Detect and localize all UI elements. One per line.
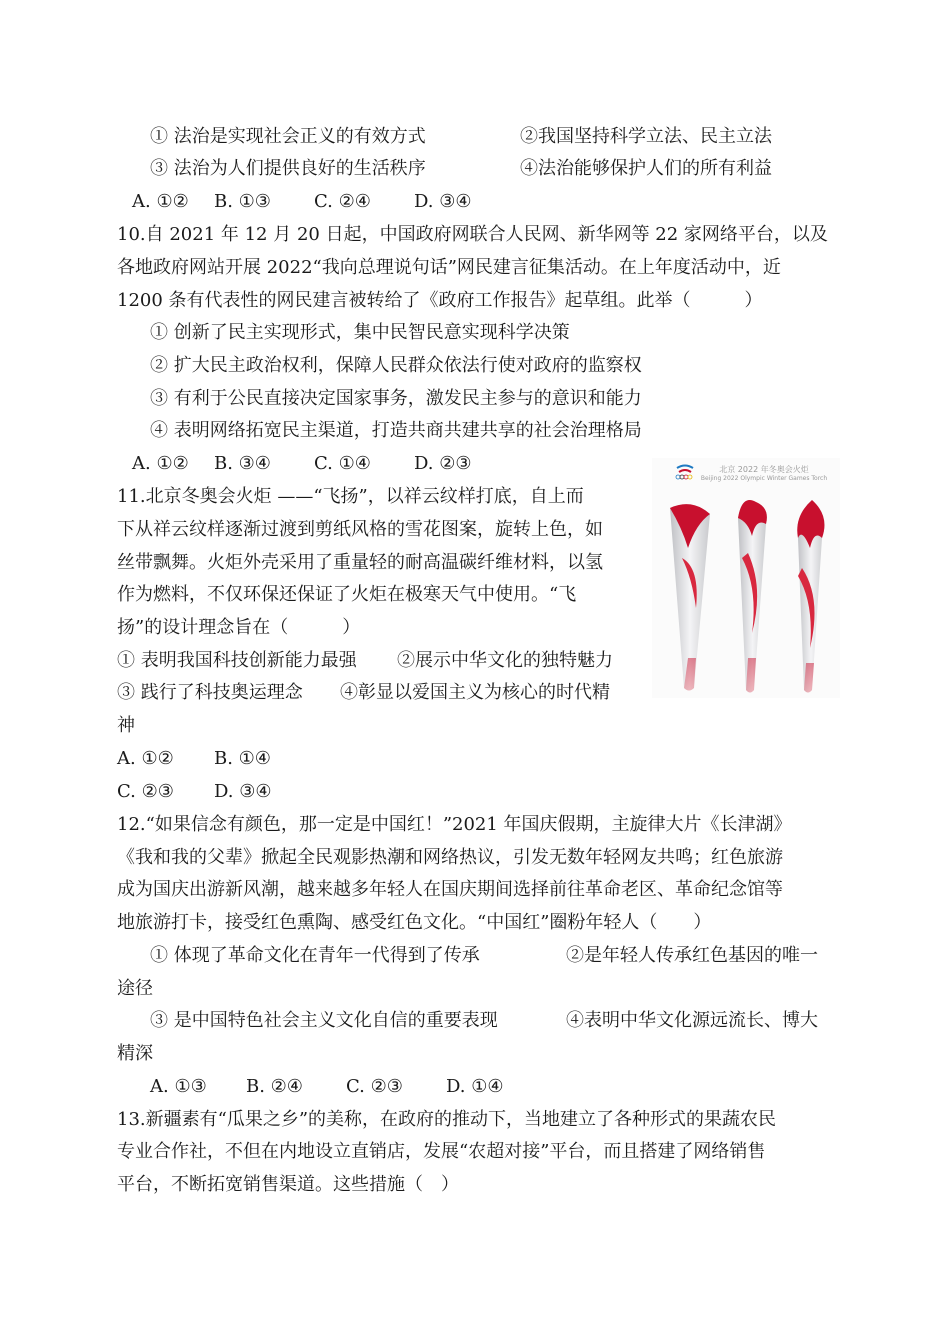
- torch-image: [652, 458, 840, 698]
- q12-statement-4: ④表明中华文化源远流长、博大: [566, 1010, 818, 1031]
- q10-statement-4: ④ 表明网络拓宽民主渠道，打造共商共建共享的社会治理格局: [150, 420, 642, 441]
- q11-statement-4-cont: 神: [117, 715, 135, 736]
- torch-1: [670, 504, 710, 690]
- q13-stem-line-3: 平台，不断拓宽销售渠道。这些措施（ ）: [117, 1174, 459, 1195]
- q12-stem-line-2: 《我和我的父辈》掀起全民观影热潮和网络热议，引发无数年轻网友共鸣；红色旅游: [117, 847, 783, 868]
- torch-2: [738, 500, 767, 693]
- q11-stem-line-4: 作为燃料，不仅环保还保证了火炬在极寒天气中使用。“飞: [117, 584, 577, 605]
- q9-choice-d: D. ③④: [414, 191, 472, 212]
- q11-statement-3: ③ 践行了科技奥运理念: [117, 682, 303, 703]
- q9-choice-b: B. ①③: [214, 191, 271, 212]
- q12-statement-2-cont: 途径: [117, 978, 153, 999]
- q12-choice-c: C. ②③: [346, 1076, 403, 1097]
- q11-choice-d: D. ③④: [214, 781, 272, 802]
- torch-caption-cn: 北京 2022 年冬奥会火炬: [719, 465, 809, 474]
- q11-stem-line-5: 扬”的设计理念旨在（ ）: [117, 617, 361, 638]
- q12-stem-line-4: 地旅游打卡，接受红色熏陶、感受红色文化。“中国红”圈粉年轻人（ ）: [117, 912, 712, 933]
- q12-stem-line-1: 12.“如果信念有颜色，那一定是中国红！”2021 年国庆假期，主旋律大片《长津湖》: [117, 814, 792, 835]
- q11-stem-line-1: 11.北京冬奥会火炬 ——“飞扬”，以祥云纹样打底，自上而: [117, 486, 584, 507]
- q12-choice-d: D. ①④: [446, 1076, 504, 1097]
- q11-choice-a: A. ①②: [117, 748, 174, 769]
- q12-statement-2: ②是年轻人传承红色基因的唯一: [566, 945, 818, 966]
- q11-stem-line-3: 丝带飘舞。火炬外壳采用了重量轻的耐高温碳纤维材料，以氢: [117, 552, 603, 573]
- q11-stem-line-2: 下从祥云纹样逐渐过渡到剪纸风格的雪花图案，旋转上色，如: [117, 519, 603, 540]
- q9-statement-4: ④法治能够保护人们的所有利益: [520, 158, 772, 179]
- q9-choice-a: A. ①②: [132, 191, 189, 212]
- torch-illustration: [652, 458, 840, 698]
- q11-choice-b: B. ①④: [214, 748, 271, 769]
- torch-caption-en: Beijing 2022 Olympic Winter Games Torch: [700, 475, 828, 482]
- q11-choice-c: C. ②③: [117, 781, 174, 802]
- q12-choice-b: B. ②④: [246, 1076, 303, 1097]
- q13-stem-line-1: 13.新疆素有“瓜果之乡”的美称，在政府的推动下，当地建立了各种形式的果蔬农民: [117, 1109, 777, 1130]
- q13-stem-line-2: 专业合作社，不但在内地设立直销店，发展“农超对接”平台，而且搭建了网络销售: [117, 1141, 766, 1162]
- q10-stem-line-3: 1200 条有代表性的网民建言被转给了《政府工作报告》起草组。此举（ ）: [117, 290, 763, 311]
- q12-statement-3: ③ 是中国特色社会主义文化自信的重要表现: [150, 1010, 498, 1031]
- q11-statement-1: ① 表明我国科技创新能力最强: [117, 650, 357, 671]
- q9-choice-c: C. ②④: [314, 191, 371, 212]
- q12-stem-line-3: 成为国庆出游新风潮，越来越多年轻人在国庆期间选择前往革命老区、革命纪念馆等: [117, 879, 783, 900]
- q10-statement-1: ① 创新了民主实现形式，集中民智民意实现科学决策: [150, 322, 570, 343]
- q10-stem-line-1: 10.自 2021 年 12 月 20 日起，中国政府网联合人民网、新华网等 22 家网络平台，以及: [117, 224, 828, 245]
- q9-statement-2: ②我国坚持科学立法、民主立法: [520, 126, 772, 147]
- q10-choice-c: C. ①④: [314, 453, 371, 474]
- q11-statement-4: ④彰显以爱国主义为核心的时代精: [340, 682, 610, 703]
- q10-choice-d: D. ②③: [414, 453, 472, 474]
- q10-statement-3: ③ 有利于公民直接决定国家事务，激发民主参与的意识和能力: [150, 388, 642, 409]
- q11-statement-2: ②展示中华文化的独特魅力: [397, 650, 613, 671]
- q10-stem-line-2: 各地政府网站开展 2022“我向总理说句话”网民建言征集活动。在上年度活动中，近: [117, 257, 781, 278]
- q10-choice-b: B. ③④: [214, 453, 271, 474]
- q10-statement-2: ② 扩大民主政治权利，保障人民群众依法行使对政府的监察权: [150, 355, 642, 376]
- q9-statement-1: ① 法治是实现社会正义的有效方式: [150, 126, 426, 147]
- q12-statement-4-cont: 精深: [117, 1043, 153, 1064]
- torch-3: [797, 500, 824, 693]
- q9-statement-3: ③ 法治为人们提供良好的生活秩序: [150, 158, 426, 179]
- q12-statement-1: ① 体现了革命文化在青年一代得到了传承: [150, 945, 480, 966]
- q10-choice-a: A. ①②: [132, 453, 189, 474]
- q12-choice-a: A. ①③: [150, 1076, 207, 1097]
